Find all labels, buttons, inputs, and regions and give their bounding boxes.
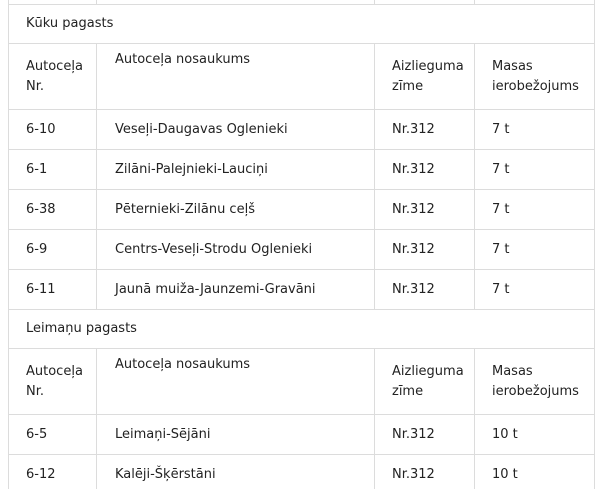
header-mass-limit: Masas ierobežojums	[475, 349, 595, 415]
prohibition-sign: Nr.312	[375, 150, 475, 190]
road-name: Zilāni-Palejnieki-Lauciņi	[97, 150, 375, 190]
mass-limit: 7 t	[475, 270, 595, 310]
table-header-row	[9, 349, 595, 415]
road-number: 6-5	[9, 415, 97, 455]
road-name: Leimaņi-Sējāni	[97, 415, 375, 455]
road-number: 6-1	[9, 150, 97, 190]
road-restrictions-table	[8, 0, 595, 489]
road-number: 6-10	[9, 110, 97, 150]
road-name: Pēternieki-Zilānu ceļš	[97, 190, 375, 230]
road-name: Kalēji-Šķērstāni	[97, 455, 375, 489]
road-name: Veseļi-Daugavas Oglenieki	[97, 110, 375, 150]
prohibition-sign: Nr.312	[375, 415, 475, 455]
header-mass-limit: Masas ierobežojums	[475, 44, 595, 110]
mass-limit: 10 t	[475, 415, 595, 455]
mass-limit: 7 t	[475, 190, 595, 230]
table-row	[9, 150, 595, 190]
road-name: Jaunā muiža-Jaunzemi-Gravāni	[97, 270, 375, 310]
section-title-row	[9, 310, 595, 349]
table-row	[9, 455, 595, 489]
section-title-row	[9, 5, 595, 44]
mass-limit: 10 t	[475, 455, 595, 489]
header-road-number: Autoceļa Nr.	[9, 44, 97, 110]
section-title: Leimaņu pagasts	[9, 310, 595, 349]
header-road-name: Autoceļa nosaukums	[97, 349, 375, 415]
header-prohibition-sign: Aizlieguma zīme	[375, 349, 475, 415]
header-road-name: Autoceļa nosaukums	[97, 44, 375, 110]
prohibition-sign: Nr.312	[375, 190, 475, 230]
table-row	[9, 110, 595, 150]
mass-limit: 7 t	[475, 230, 595, 270]
road-name: Centrs-Veseļi-Strodu Oglenieki	[97, 230, 375, 270]
section-title: Kūku pagasts	[9, 5, 595, 44]
table-row	[9, 270, 595, 310]
header-road-number: Autoceļa Nr.	[9, 349, 97, 415]
table-row	[9, 190, 595, 230]
road-number: 6-11	[9, 270, 97, 310]
prohibition-sign: Nr.312	[375, 230, 475, 270]
table-row	[9, 230, 595, 270]
road-number: 6-9	[9, 230, 97, 270]
prohibition-sign: Nr.312	[375, 110, 475, 150]
road-number: 6-38	[9, 190, 97, 230]
mass-limit: 7 t	[475, 150, 595, 190]
road-number: 6-12	[9, 455, 97, 489]
table-row	[9, 415, 595, 455]
mass-limit: 7 t	[475, 110, 595, 150]
prohibition-sign: Nr.312	[375, 270, 475, 310]
header-prohibition-sign: Aizlieguma zīme	[375, 44, 475, 110]
table-header-row	[9, 44, 595, 110]
prohibition-sign: Nr.312	[375, 455, 475, 489]
